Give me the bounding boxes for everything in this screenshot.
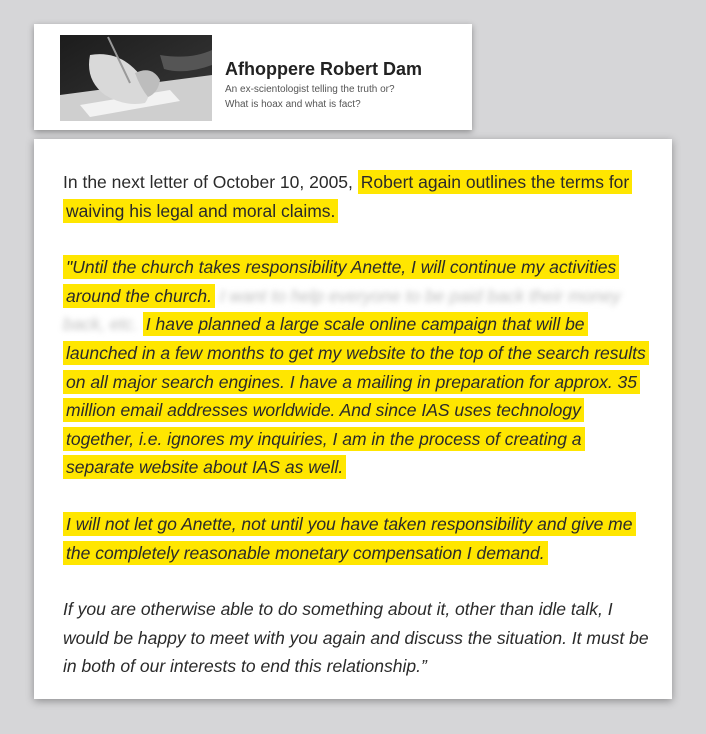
intro-paragraph [63,168,653,225]
closing-text: If you are otherwise able to do something about it, other than idle talk, I would be happy to meet with you again and discuss the situation. It must be in both of our interests to end this relationship.” [63,599,649,677]
quote-highlight-c: I will not let go Anette, not until you have taken responsibility and give me the completely reasonable monetary compensation I demand. [63,512,636,565]
quote-highlight-b: I have planned a large scale online campaign that will be launched in a few months to get my website to the top of the search results on all major search engines. I have a mailing in preparation for approx. 35 million email addresses worldwide. And since IAS uses technology together, i.e. ignores my inquiries, I am in the process of creating a separate website about IAS as well. [63,312,649,479]
quote-paragraph-3 [63,595,653,681]
tagline-line-1: An ex-scientologist telling the truth or? [225,84,395,95]
letter-body [63,168,653,709]
site-header-card [34,24,472,130]
redacted-text: I want to help everyone to be paid back their money back, etc. [63,285,621,335]
intro-highlighted-text: Robert again outlines the terms for waiving his legal and moral claims. [63,170,632,223]
site-title[interactable]: Afhoppere Robert Dam [225,59,423,79]
quote-paragraph-1 [63,253,653,482]
quote-highlight-a: "Until the church takes responsibility Anette, I will continue my activities around the church. [63,255,619,308]
tagline-line-2: What is hoax and what is fact? [225,99,361,110]
letter-excerpt-card [34,139,672,699]
site-tagline [225,82,465,112]
quote-paragraph-2 [63,510,653,567]
header-thumbnail-image [60,35,212,121]
intro-plain-text: In the next letter of October 10, 2005, [63,172,358,192]
